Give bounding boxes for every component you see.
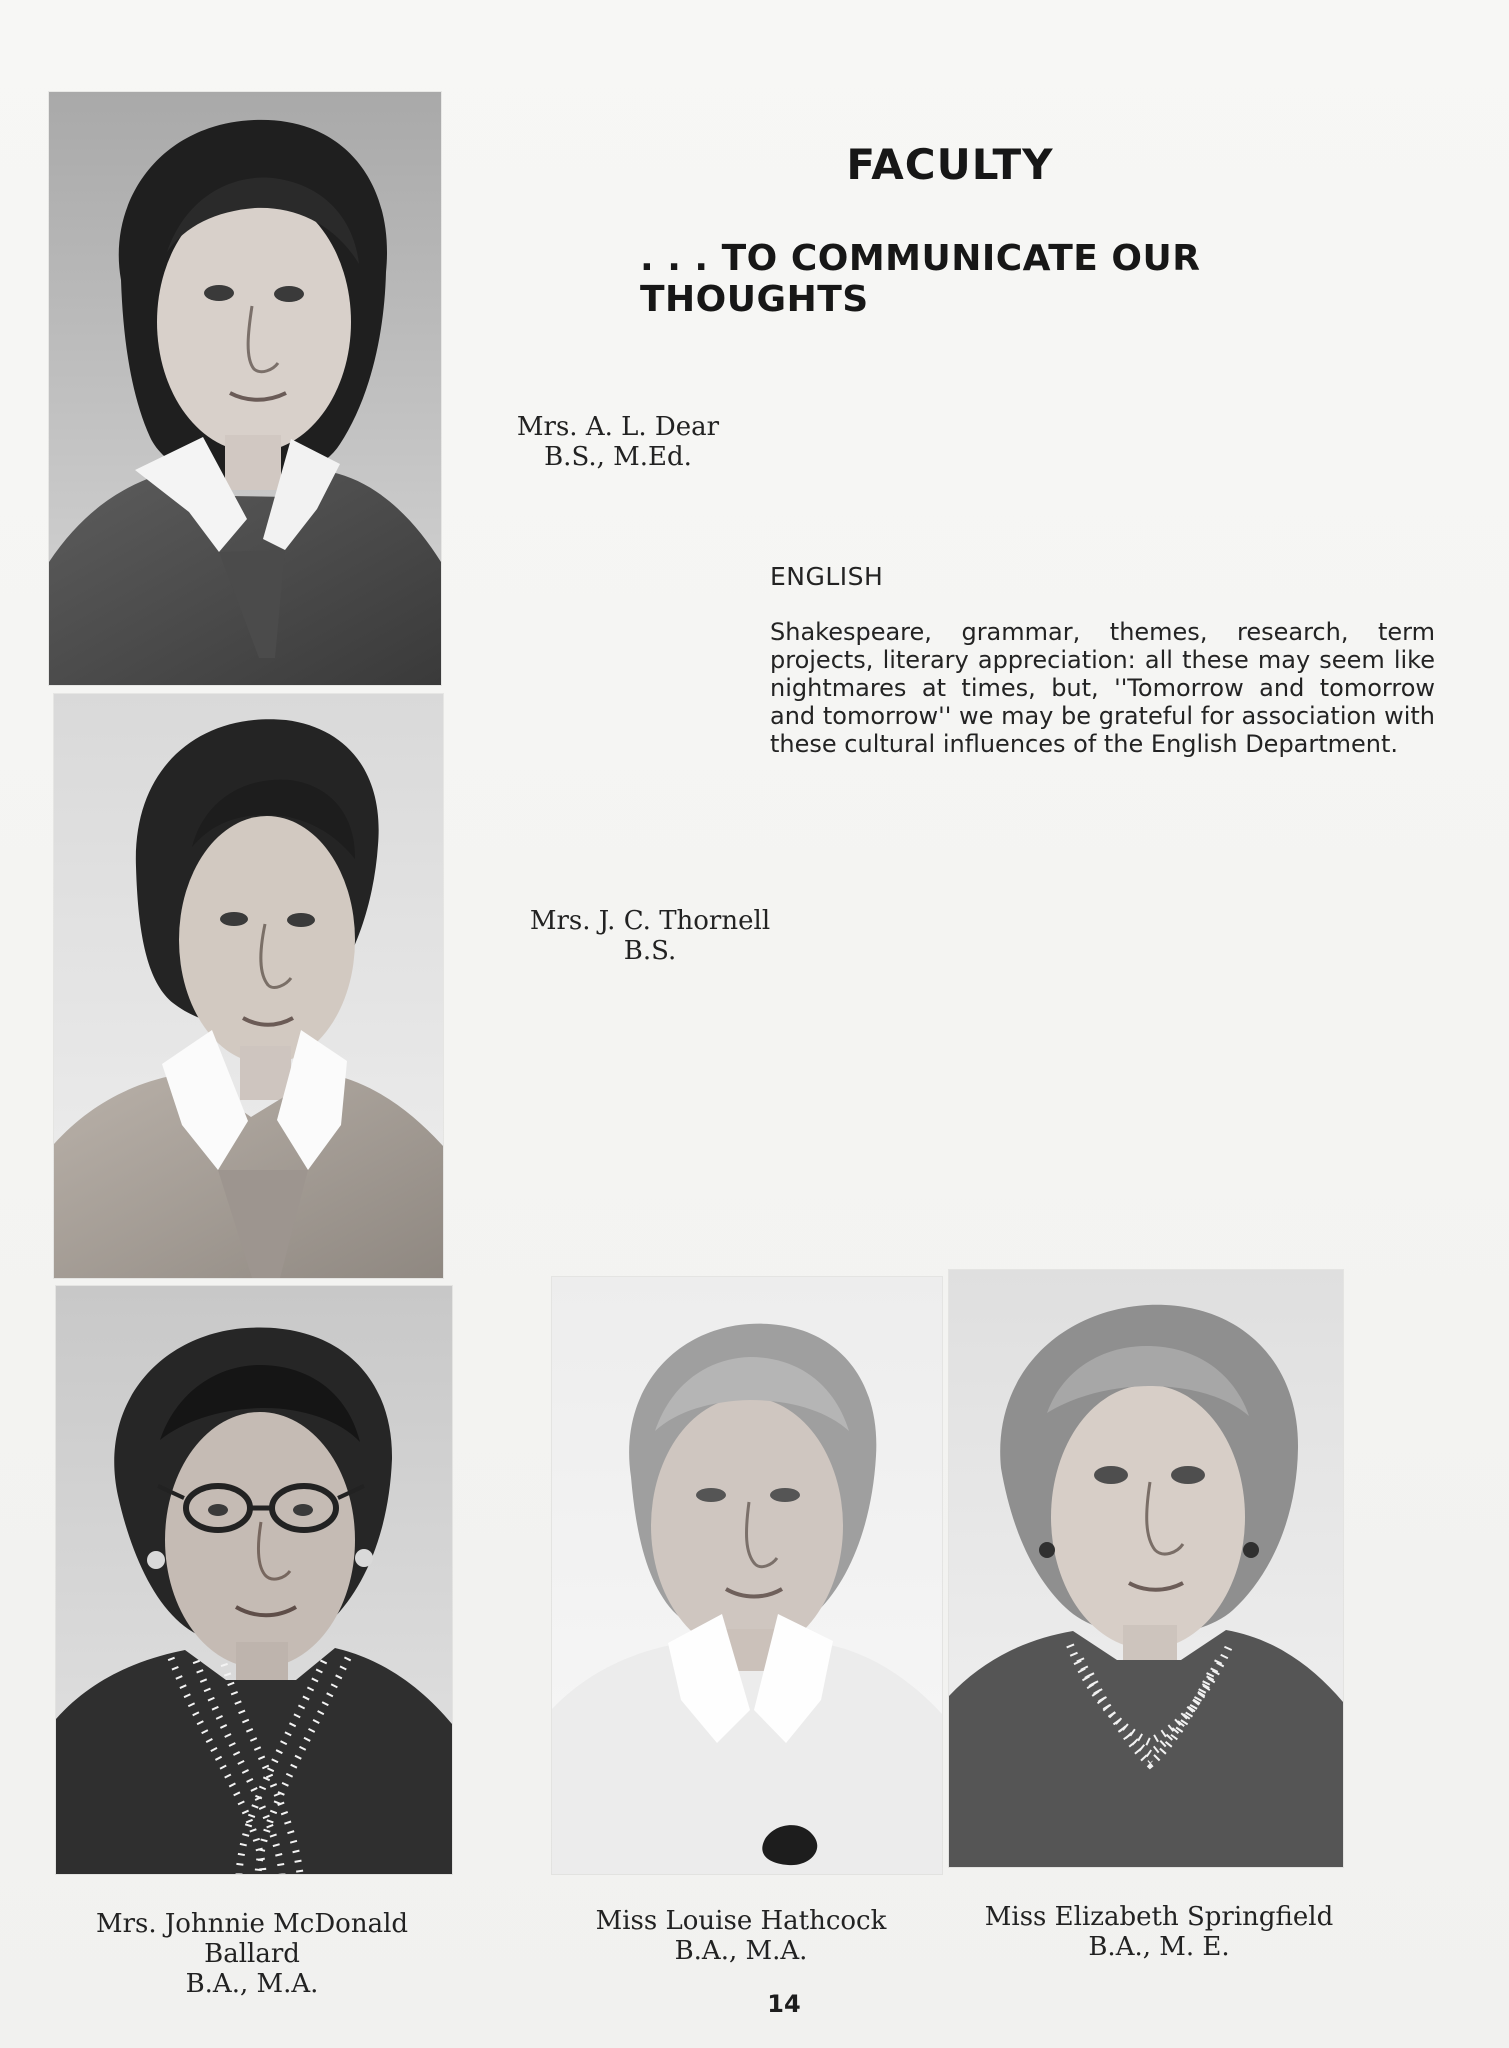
faculty-degrees: B.A., M.A.: [185, 1969, 319, 1999]
page-title: FACULTY: [846, 140, 1054, 189]
faculty-name: Miss Louise Hathcock: [595, 1906, 887, 1936]
faculty-degrees: B.A., M. E.: [1088, 1932, 1230, 1962]
caption-mrs-thornell: [510, 906, 790, 966]
portrait-miss-springfield-photo: [949, 1270, 1343, 1867]
faculty-degrees: B.S.: [623, 936, 677, 966]
faculty-name: Mrs. A. L. Dear: [516, 412, 720, 442]
department-description: Shakespeare, grammar, themes, research, term projects, literary appreciation: all these may seem like nightmares at times, but, ''Tomorrow and tomorrow and tomorrow'' we may be grateful for association with these cultural influences of the English Department.: [770, 618, 1435, 758]
faculty-name: Mrs. J. C. Thornell: [529, 906, 771, 936]
caption-mrs-ballard: [86, 1909, 418, 1999]
faculty-degrees: B.A., M.A.: [674, 1936, 808, 1966]
portrait-mrs-ballard-photo: [56, 1286, 452, 1874]
page-number: 14: [767, 1990, 801, 2018]
portrait-mrs-thornell-photo: [54, 694, 443, 1278]
portrait-miss-hathcock-photo: [552, 1277, 942, 1874]
caption-miss-hathcock: [585, 1906, 897, 1966]
portrait-mrs-dear-photo: [49, 92, 441, 685]
faculty-degrees: B.S., M.Ed.: [544, 442, 692, 472]
department-heading: ENGLISH: [770, 562, 884, 591]
page-subtitle: . . . TO COMMUNICATE OUR THOUGHTS: [640, 238, 1201, 320]
caption-miss-springfield: [966, 1902, 1352, 1962]
faculty-name-line-2: Ballard: [204, 1939, 300, 1969]
caption-mrs-dear: [503, 412, 733, 472]
faculty-name-line-1: Mrs. Johnnie McDonald: [95, 1909, 409, 1939]
faculty-name: Miss Elizabeth Springfield: [984, 1902, 1334, 1932]
